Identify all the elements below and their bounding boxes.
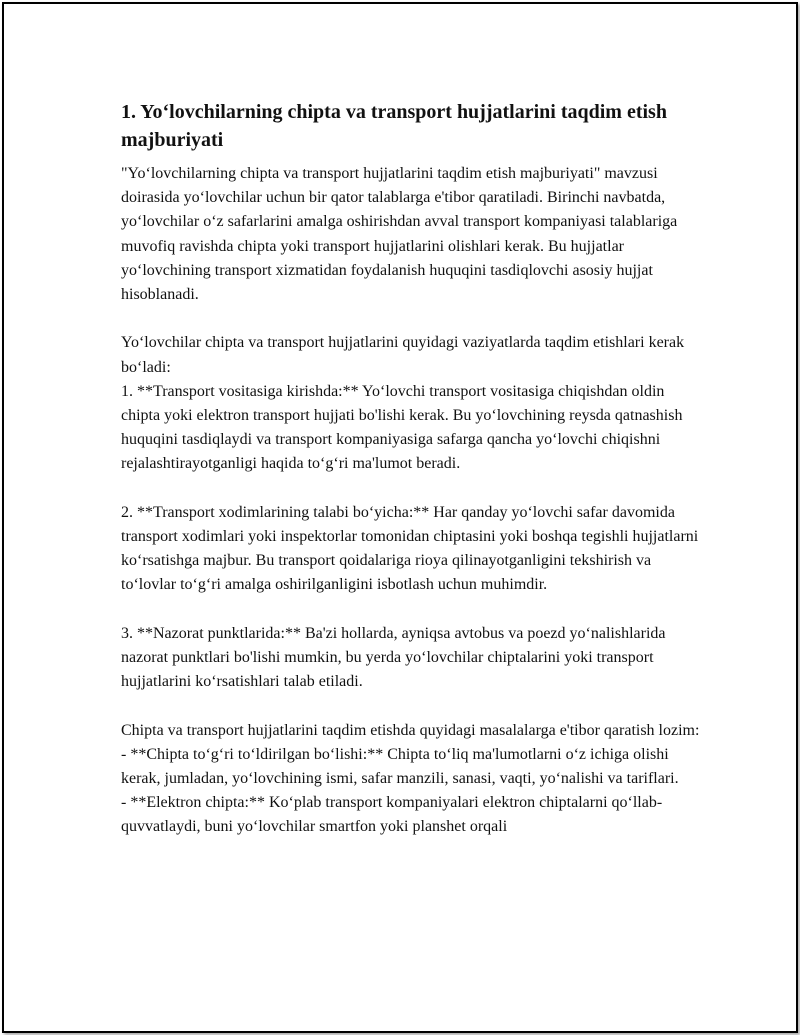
paragraph-spacer <box>121 694 701 718</box>
document-body <box>121 98 701 840</box>
paragraph-situations-intro: Yo‘lovchilar chipta va transport hujjatlarini quyidagi vaziyatlarda taqdim etishlari kerak bo‘ladi: <box>121 334 685 376</box>
list-item-ticket-filled: - **Chipta to‘g‘ri to‘ldirilgan bo‘lishi:** Chipta to‘liq ma'lumotlarni o‘z ichiga olishi kerak, jumladan, yo‘lovchining ismi, safar manzili, sanasi, vaqti, yo‘nalishi va tariflari. <box>121 745 679 788</box>
page-frame <box>2 2 798 1033</box>
list-item-electronic-ticket: - **Elektron chipta:** Ko‘plab transport kompaniyalari elektron chiptalarni qo‘llab-quvvatlaydi, buni yo‘lovchilar smartfon yoki planshet orqali <box>121 794 663 836</box>
list-item-staff-request: 2. **Transport xodimlarining talabi bo‘yicha:** Har qanday yo‘lovchi safar davomida transport xodimlari yoki inspektorlar tomonidan chiptasini yoki boshqa tegishli hujjatlarni ko‘rsatishga majbur. Bu transport qoidalariga rioya qilinayotganligini tekshirish va to‘lovlar to‘g‘ri amalga oshirilganligini isbotlash uchun muhimdir. <box>121 503 699 594</box>
paragraph-considerations-intro: Chipta va transport hujjatlarini taqdim etishda quyidagi masalalarga e'tibor qaratish lozim: <box>121 721 700 739</box>
paragraph-intro: "Yo‘lovchilarning chipta va transport hujjatlarini taqdim etish majburiyati" mavzusi doirasida yo‘lovchilar uchun bir qator talablarga e'tibor qaratiladi. Birinchi navbatda, yo‘lovchilar o‘z safarlarini amalga oshirishdan avval transport kompaniyasi talablariga muvofiq ravishda chipta yoki transport hujjatlarini olishlari kerak. Bu hujjatlar yo‘lovchining transport xizmatidan foydalanish huquqini tasdiqlovchi asosiy hujjat hisoblanadi. <box>121 165 678 304</box>
paragraph-spacer <box>121 307 701 331</box>
document-title: 1. Yo‘lovchilarning chipta va transport hujjatlarini taqdim etish majburiyati <box>121 101 667 151</box>
paragraph-spacer <box>121 477 701 501</box>
list-item-checkpoints: 3. **Nazorat punktlarida:** Ba'zi hollarda, ayniqsa avtobus va poezd yo‘nalishlarida nazorat punktlari bo'lishi mumkin, bu yerda yo‘lovchilar chiptalarini yoki transport hujjatlarini ko‘rsatishlari talab etiladi. <box>121 624 666 691</box>
list-item-boarding: 1. **Transport vositasiga kirishda:** Yo‘lovchi transport vositasiga chiqishdan oldin chipta yoki elektron transport hujjati bo'lishi kerak. Bu yo‘lovchining reysda qatnashish huquqini tasdiqlaydi va transport kompaniyasiga safarga qancha yo‘lovchi chiqishni rejalashtirayotganligi haqida to‘g‘ri ma'lumot beradi. <box>121 382 683 473</box>
paragraph-spacer <box>121 598 701 622</box>
